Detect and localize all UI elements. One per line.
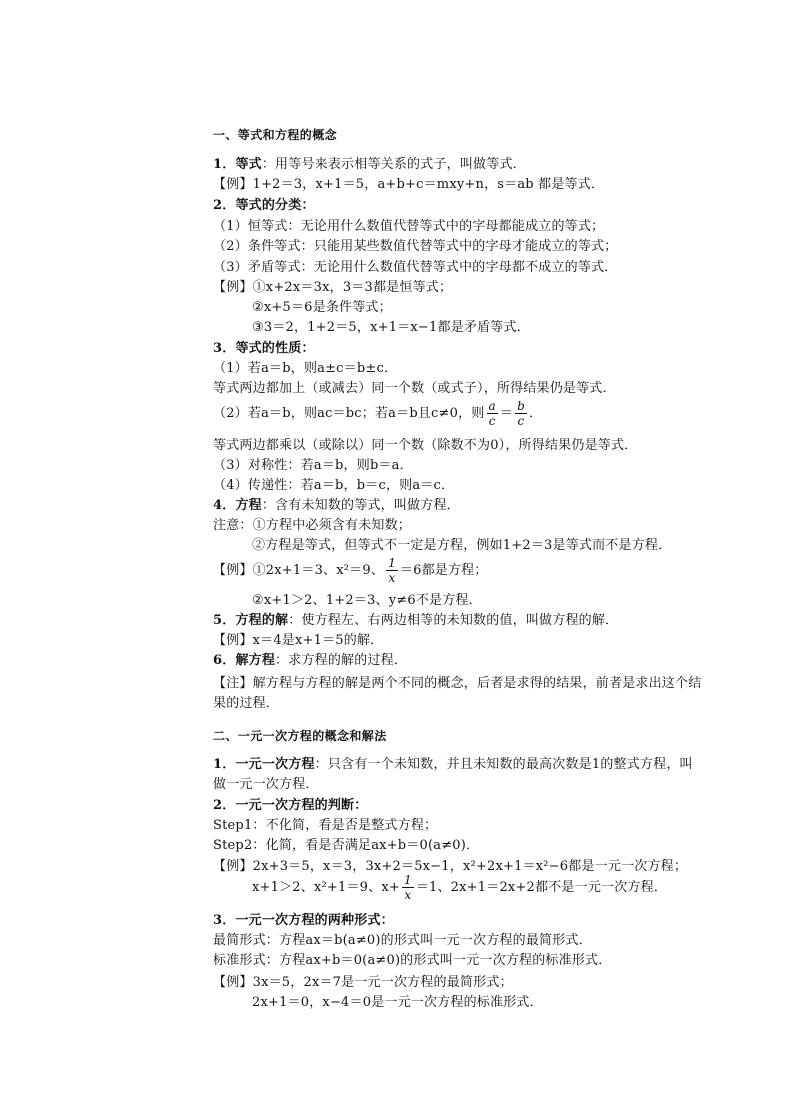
period: ． <box>528 406 543 421</box>
text-segment: x+1＞2、x²+1＝9、x+ <box>252 880 400 895</box>
example-line: 【例】①x+2x＝3x，3＝3都是恒等式； <box>213 280 453 295</box>
text-segment: （2）若a＝b，则ac＝bc；若a＝b且c≠0，则 <box>213 406 485 421</box>
term-text: ：使方程左、右两边相等的未知数的值，叫做方程的解． <box>288 613 619 628</box>
text-line: （1）若a＝b，则a±c＝b±c． <box>213 361 398 376</box>
note-line: 注意：①方程中必须含有未知数； <box>213 518 412 533</box>
definition-solving <box>213 652 407 670</box>
text-line: 等式两边都乘以（或除以）同一个数（除数不为0），所得结果仍是等式． <box>213 438 638 453</box>
note-line: 【注】解方程与方程的解是两个不同的概念，后者是求得的结果，前者是求出这个结 <box>213 676 702 691</box>
example-line-with-fraction <box>252 873 667 903</box>
fraction-a-over-c <box>487 399 498 428</box>
example-line: 【例】2x+3＝5，x＝3，3x+2＝5x−1，x²+2x+1＝x²−6都是一元一次方程； <box>213 859 688 874</box>
text-line: 标准形式：方程ax+b＝0(a≠0)的形式叫一元一次方程的标准形式． <box>213 953 612 968</box>
text-line: （3）对称性：若a＝b，则b＝a． <box>213 458 413 473</box>
example-line: 【例】1+2＝3，x+1＝5，a+b+c＝mxy+n，s＝ab 都是等式． <box>213 177 605 192</box>
note-line: 果的过程． <box>213 696 280 711</box>
section-heading-2: 二、一元一次方程的概念和解法 <box>213 729 387 743</box>
step-line: Step1：不化简，看是否是整式方程； <box>213 818 438 833</box>
fraction-numerator: b <box>517 399 525 413</box>
fraction-denominator: x <box>404 888 412 902</box>
term-text: ：只含有一个未知数，并且未知数的最高次数是1的整式方程，叫 <box>314 757 693 772</box>
definition-solution <box>213 612 618 630</box>
example-line: ②x+1＞2、1+2＝3、y≠6不是方程． <box>252 593 482 608</box>
fraction-1-over-x <box>402 873 414 902</box>
property-division-line <box>213 399 542 429</box>
text-line: 做一元一次方程． <box>213 777 319 792</box>
step-line: Step2：化简，看是否满足ax+b＝0(a≠0)． <box>213 838 480 853</box>
subheading-properties: 3．等式的性质： <box>213 341 315 356</box>
fraction-numerator: a <box>488 399 496 413</box>
subheading-judgment: 2．一元一次方程的判断： <box>213 798 368 813</box>
fraction-denominator: c <box>517 414 525 428</box>
example-line: ②x+5＝6是条件等式； <box>252 300 392 315</box>
equals-sign: ＝ <box>499 406 514 421</box>
text-line: 等式两边都加上（或减去）同一个数（或式子），所得结果仍是等式． <box>213 381 616 396</box>
note-line: ②方程是等式，但等式不一定是方程，例如1+2＝3是等式而不是方程． <box>252 538 672 553</box>
section-heading-1: 一、等式和方程的概念 <box>213 128 338 142</box>
fraction-denominator: x <box>388 571 396 585</box>
text-line: 最简形式：方程ax＝b(a≠0)的形式叫一元一次方程的最简形式． <box>213 933 592 948</box>
fraction-denominator: c <box>488 414 496 428</box>
fraction-b-over-c <box>515 399 527 428</box>
term-text: ：用等号来表示相等关系的式子，叫做等式． <box>261 157 526 172</box>
example-line: 【例】3x＝5，2x＝7是一元一次方程的最简形式； <box>213 975 513 990</box>
fraction-numerator: 1 <box>388 556 396 570</box>
fraction-numerator: 1 <box>403 873 412 887</box>
term-label: 6．解方程 <box>213 653 276 668</box>
term-label: 4．方程 <box>213 498 262 513</box>
subheading-forms: 3．一元一次方程的两种形式： <box>213 913 394 928</box>
term-text: ：求方程的解的过程． <box>275 653 408 668</box>
term-text: ：含有未知数的等式，叫做方程． <box>261 498 460 513</box>
fraction-1-over-x <box>386 556 398 585</box>
definition-equation <box>213 497 460 515</box>
definition-equality <box>213 156 526 174</box>
term-label: 1．一元一次方程 <box>213 757 315 772</box>
text-line: （4）传递性：若a＝b，b＝c，则a＝c． <box>213 478 455 493</box>
text-segment: ＝6都是方程； <box>399 563 488 578</box>
subheading-classification: 2．等式的分类： <box>213 198 315 213</box>
text-segment: ＝1、2x+1＝2x+2都不是一元一次方程． <box>415 880 668 895</box>
term-label: 5．方程的解 <box>213 613 289 628</box>
text-line: （2）条件等式：只能用某些数值代替等式中的字母才能成立的等式； <box>213 239 618 254</box>
text-line: （1）恒等式：无论用什么数值代替等式中的字母都能成立的等式； <box>213 219 605 234</box>
example-line: 2x+1＝0，x−4＝0是一元一次方程的标准形式． <box>252 995 543 1010</box>
definition-linear-equation <box>213 756 693 774</box>
example-line: ③3＝2，1+2＝5，x+1＝x−1都是矛盾等式． <box>252 320 530 335</box>
example-line: 【例】x＝4是x+1＝5的解． <box>213 633 384 648</box>
example-line-with-fraction <box>213 556 488 586</box>
text-line: （3）矛盾等式：无论用什么数值代替等式中的字母都不成立的等式． <box>213 260 618 275</box>
term-label: 1．等式 <box>213 157 262 172</box>
text-segment: 【例】①2x+1＝3、x²＝9、 <box>213 563 385 578</box>
